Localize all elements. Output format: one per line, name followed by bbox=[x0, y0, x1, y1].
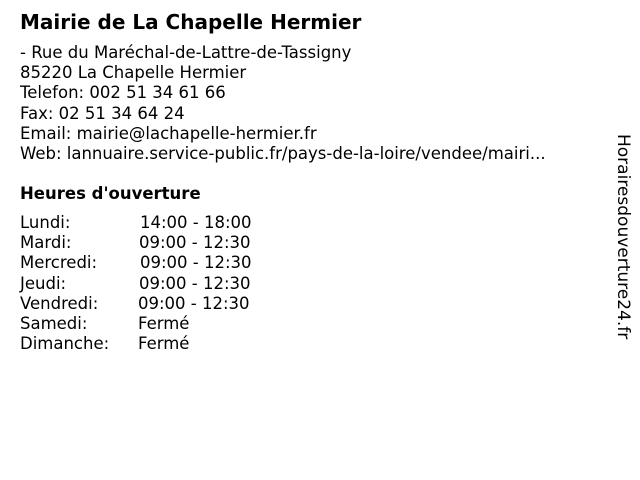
day-label: Lundi: bbox=[20, 213, 71, 232]
phone-number: Telefon: 002 51 34 61 66 bbox=[20, 83, 226, 103]
time-value: 09:00 - 12:30 bbox=[140, 253, 252, 273]
watermark-text: Horairesdouverture24.fr bbox=[613, 134, 633, 340]
street-address: - Rue du Maréchal-de-Lattre-de-Tassigny bbox=[20, 43, 352, 62]
time-value: Fermé bbox=[138, 334, 190, 354]
hours-heading: Heures d'ouverture bbox=[20, 184, 201, 203]
city-address: 85220 La Chapelle Hermier bbox=[20, 63, 247, 83]
fax-number: Fax: 02 51 34 64 24 bbox=[20, 103, 185, 123]
page-title: Mairie de La Chapelle Hermier bbox=[20, 10, 362, 34]
day-label: Vendredi: bbox=[20, 293, 99, 313]
day-label: Samedi: bbox=[20, 313, 88, 333]
day-label: Dimanche: bbox=[20, 334, 110, 354]
website-url: Web: lannuaire.service-public.fr/pays-de-la-loire/vendee/mairi... bbox=[20, 144, 546, 164]
day-label: Jeudi: bbox=[20, 273, 67, 293]
day-label: Mercredi: bbox=[20, 253, 98, 273]
time-value: 09:00 - 12:30 bbox=[139, 233, 251, 253]
email-address: Email: mairie@lachapelle-hermier.fr bbox=[20, 123, 317, 143]
contact-info bbox=[20, 43, 546, 164]
time-value: Fermé bbox=[138, 313, 190, 333]
time-value: 09:00 - 12:30 bbox=[139, 273, 251, 293]
time-value: 09:00 - 12:30 bbox=[138, 293, 250, 313]
day-label: Mardi: bbox=[20, 233, 72, 253]
time-value: 14:00 - 18:00 bbox=[140, 213, 252, 232]
